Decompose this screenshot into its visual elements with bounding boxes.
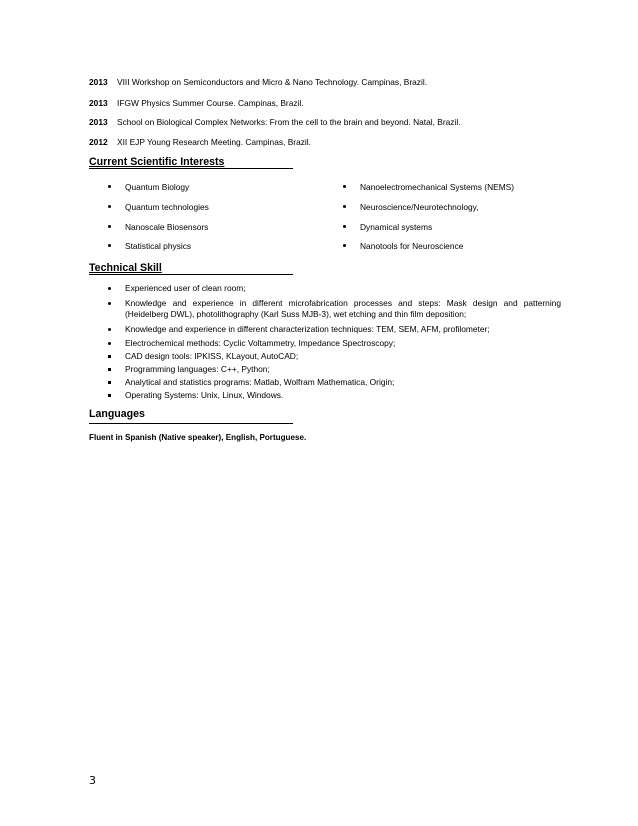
bullet-icon — [108, 205, 111, 208]
event-item — [89, 77, 427, 87]
skill-item: Analytical and statistics programs: Matlab, Wolfram Mathematica, Origin; — [125, 377, 395, 387]
interests-rule — [89, 168, 293, 169]
skill-item: Electrochemical methods: Cyclic Voltammetry, Impedance Spectroscopy; — [125, 338, 396, 348]
bullet-icon — [108, 302, 111, 305]
square-bullet-icon — [108, 355, 111, 358]
interests-title: Current Scientific Interests — [89, 156, 225, 168]
event-text: XII EJP Young Research Meeting. Campinas, Brazil. — [117, 137, 311, 147]
event-item — [89, 98, 304, 108]
skill-item: Programming languages: C++, Python; — [125, 364, 270, 374]
page-number: 3 — [89, 774, 96, 787]
interest-item: Quantum Biology — [125, 182, 190, 192]
event-item — [89, 117, 461, 127]
event-text: IFGW Physics Summer Course. Campinas, Brazil. — [117, 98, 304, 108]
bullet-icon — [108, 185, 111, 188]
event-year: 2013 — [89, 117, 108, 127]
square-bullet-icon — [108, 381, 111, 384]
interest-item: Nanoelectromechanical Systems (NEMS) — [360, 182, 515, 192]
interest-item: Dynamical systems — [360, 222, 433, 232]
interest-item: Neuroscience/Neurotechnology, — [360, 202, 479, 212]
languages-text: Fluent in Spanish (Native speaker), English, Portuguese. — [89, 433, 307, 442]
bullet-icon — [108, 342, 111, 345]
languages-rule — [89, 423, 293, 424]
bullet-icon — [108, 225, 111, 228]
skill-item: Knowledge and experience in different characterization techniques: TEM, SEM, AFM, profilometer; — [125, 324, 490, 334]
bullet-icon — [108, 244, 111, 247]
interest-item: Nanoscale Biosensors — [125, 222, 209, 232]
bullet-icon — [343, 225, 346, 228]
bullet-icon — [343, 185, 346, 188]
event-year: 2013 — [89, 77, 108, 87]
skill-item: CAD design tools: IPKISS, KLayout, AutoCAD; — [125, 351, 299, 361]
skill-item: Experienced user of clean room; — [125, 283, 246, 293]
square-bullet-icon — [108, 394, 111, 397]
languages-title: Languages — [89, 408, 145, 420]
interest-item: Nanotools for Neuroscience — [360, 241, 464, 251]
skill-item: Operating Systems: Unix, Linux, Windows. — [125, 390, 284, 400]
event-text: VIII Workshop on Semiconductors and Micro & Nano Technology. Campinas, Brazil. — [117, 77, 428, 87]
event-item — [89, 137, 311, 147]
skill-item: Knowledge and experience in different microfabrication processes and steps: Mask design and patterning (Heidelberg DWL), photolithography (Karl Suss MJB-3), wet etching and thin film deposition; — [125, 298, 561, 319]
interest-item: Quantum technologies — [125, 202, 209, 212]
bullet-icon — [108, 287, 111, 290]
technical-rule — [89, 274, 293, 275]
event-text: School on Biological Complex Networks: From the cell to the brain and beyond. Natal, Brazil. — [117, 117, 461, 127]
event-year: 2013 — [89, 98, 108, 108]
bullet-icon — [343, 205, 346, 208]
interest-item: Statistical physics — [125, 241, 192, 251]
bullet-icon — [108, 328, 111, 331]
square-bullet-icon — [108, 368, 111, 371]
technical-title: Technical Skill — [89, 262, 162, 274]
bullet-icon — [343, 244, 346, 247]
event-year: 2012 — [89, 137, 108, 147]
